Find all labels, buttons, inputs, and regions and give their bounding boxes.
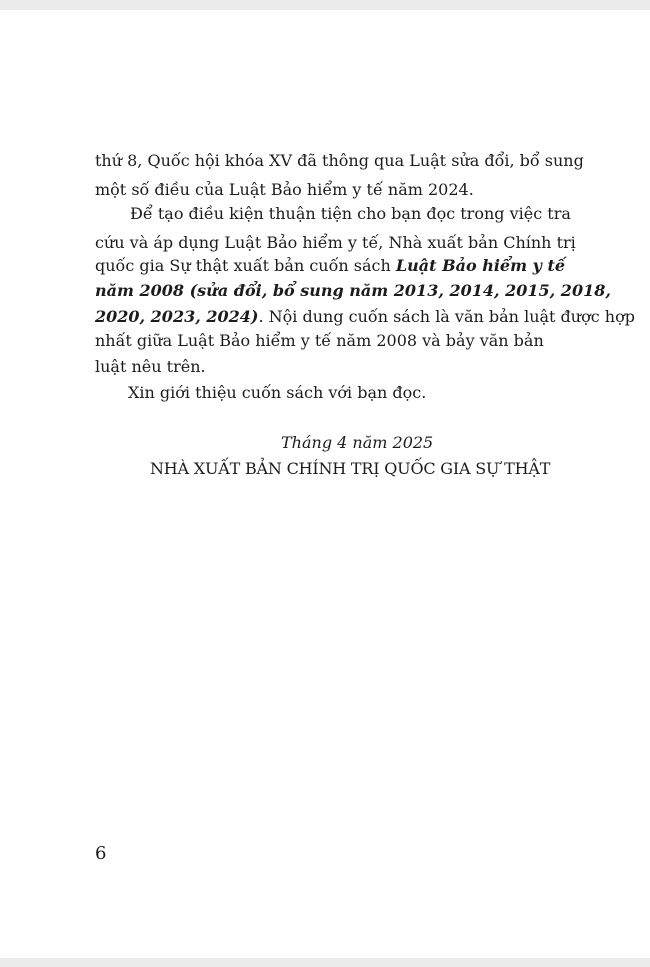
paragraph-2-line-3 (95, 255, 565, 277)
signature-date: Tháng 4 năm 2025 (281, 433, 434, 452)
paragraph-2-line-5-plain: . Nội dung cuốn sách là văn bản luật được hợp (258, 307, 635, 326)
paragraph-2-line-3-plain: quốc gia Sự thật xuất bản cuốn sách (95, 256, 396, 275)
book-title-part-1: Luật Bảo hiểm y tế (395, 256, 566, 275)
paragraph-1-line-2: một số điều của Luật Bảo hiểm y tế năm 2024. (95, 180, 474, 199)
paragraph-2-line-5 (95, 306, 635, 328)
paragraph-3: Xin giới thiệu cuốn sách với bạn đọc. (128, 383, 427, 402)
paragraph-2-line-6: nhất giữa Luật Bảo hiểm y tế năm 2008 và bảy văn bản (95, 331, 544, 350)
signature-publisher: NHÀ XUẤT BẢN CHÍNH TRỊ QUỐC GIA SỰ THẬT (150, 459, 551, 478)
book-title-part-2: năm 2008 (sửa đổi, bổ sung năm 2013, 2014, 2015, 2018, (95, 281, 611, 300)
book-page (0, 10, 650, 958)
paragraph-2-line-2: cứu và áp dụng Luật Bảo hiểm y tế, Nhà xuất bản Chính trị (95, 233, 576, 252)
book-title-part-3: 2020, 2023, 2024) (95, 307, 259, 326)
paragraph-2-line-1: Để tạo điều kiện thuận tiện cho bạn đọc trong việc tra (130, 204, 571, 223)
paragraph-2-line-7: luật nêu trên. (95, 357, 206, 376)
paragraph-1-line-1: thứ 8, Quốc hội khóa XV đã thông qua Luật sửa đổi, bổ sung (95, 151, 584, 170)
page-number: 6 (95, 843, 107, 864)
